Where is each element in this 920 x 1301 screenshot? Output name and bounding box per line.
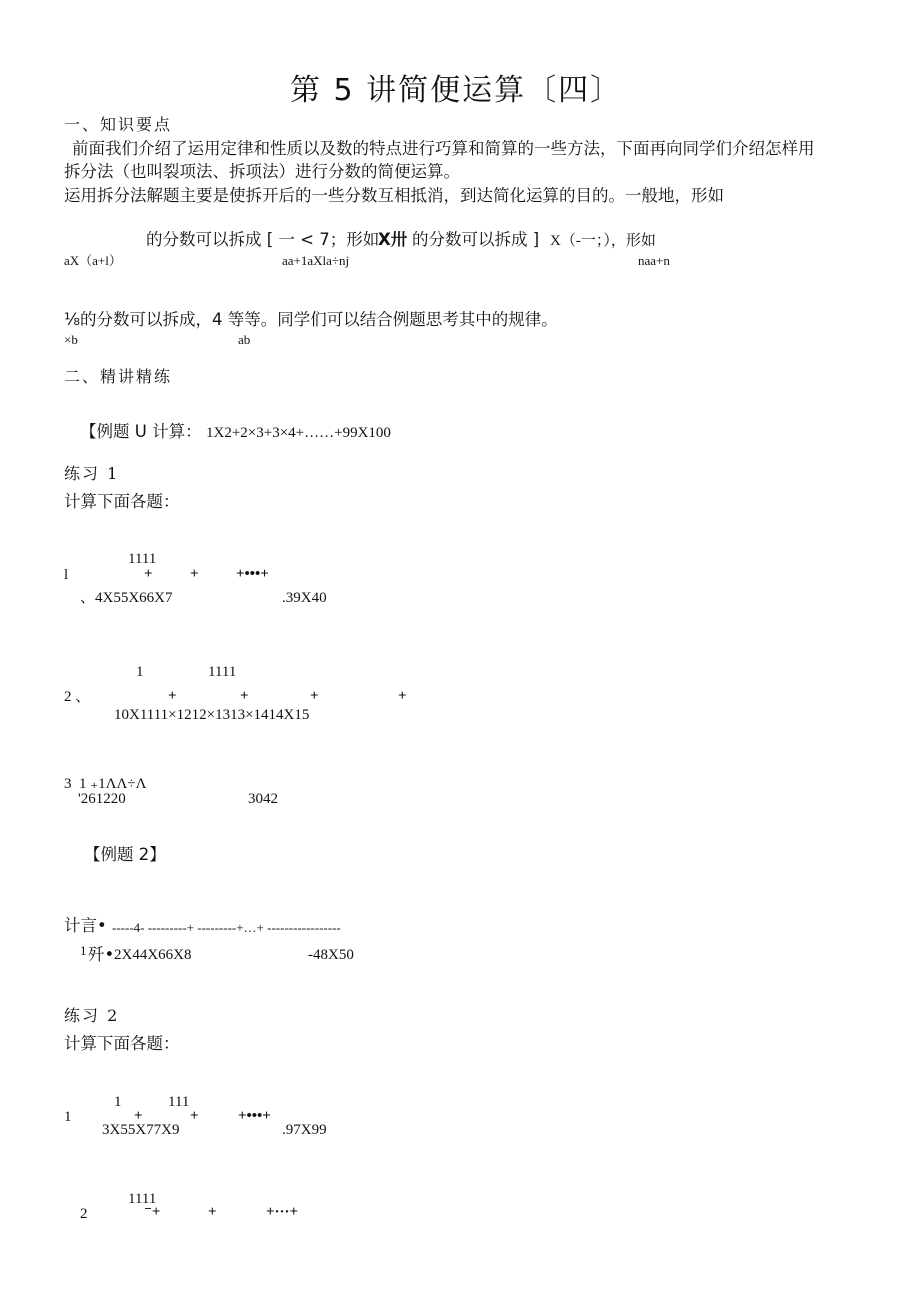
p1-q2-numerator-1: 1 <box>136 664 144 680</box>
example-2-fraction-bars: -----4- ---------+ ---------+…+ ----------------- <box>112 920 341 935</box>
formula-line-2-sub-a: ×b <box>64 332 78 347</box>
page-title: 第 5 讲简便运算〔四〕 <box>290 73 623 108</box>
p2-q2-number: 2 <box>80 1206 88 1222</box>
p1-q3-terms: 3 1 ₊1ΛΛ÷Λ <box>64 776 147 792</box>
formula-line-1: 的分数可以拆成 [ 一 < 7；形如 <box>146 230 380 249</box>
p1-q1-plus-1: + <box>144 566 153 582</box>
p1-q1-numerators: 1111 <box>128 551 157 567</box>
p1-q2-numerators: 1111 <box>208 664 237 680</box>
example-2-denominators: 2X44X66X8 <box>114 947 192 963</box>
p1-q2-denominators: 10X1111×1212×1313×1414X15 <box>114 707 310 723</box>
p1-q3-denominators-b: 3042 <box>248 791 278 807</box>
practice-2-label: 练习 2 <box>64 1006 120 1025</box>
p1-q3-denominators-a: '261220 <box>78 791 126 807</box>
section-heading-knowledge: 一、知识要点 <box>64 115 173 134</box>
p2-q1-last-denominator: .97X99 <box>282 1122 327 1138</box>
example-2-last-denominator: -48X50 <box>308 947 354 963</box>
example-2-prefix: 计言• <box>64 916 107 935</box>
p2-q1-numerators: 111 <box>168 1094 190 1110</box>
formula-line-1-expr: X（-一；），形如 <box>550 233 656 249</box>
practice-2-instruction: 计算下面各题： <box>64 1034 180 1053</box>
p1-q1-plus-2: + <box>190 566 199 582</box>
formula-line-1-symbol: X卅 <box>378 230 408 249</box>
p2-q1-plus-2: + <box>190 1108 199 1124</box>
p2-q1-denominators: 3X55X77X9 <box>102 1122 180 1138</box>
formula-line-2: ⅛的分数可以拆成，4 等等。同学们可以结合例题思考其中的规律。 <box>64 310 558 329</box>
p1-q2-plus-2: + <box>240 688 249 704</box>
formula-subscript-a: aX（a+l） <box>64 253 122 268</box>
p1-q1-last-denominator: .39X40 <box>282 590 327 606</box>
p1-q1-plus-3: +•••+ <box>236 566 269 582</box>
intro-paragraph-line-3: 运用拆分法解题主要是使拆开后的一些分数互相抵消，到达简化运算的目的。一般地，形如 <box>64 186 724 205</box>
formula-subscript-c: naa+n <box>638 253 670 268</box>
p2-q2-numerators: 1111 <box>128 1191 157 1207</box>
formula-subscript-b: aa+1aXla÷nj <box>282 253 350 268</box>
p1-q2-plus-1: + <box>168 688 177 704</box>
example-1-label: 【例题 U 计算： <box>80 422 202 441</box>
p2-q2-plus-1: ⁻+ <box>144 1204 161 1220</box>
p2-q1-numerator-1: 1 <box>114 1094 122 1110</box>
formula-line-1-tail: 的分数可以拆成 ] <box>412 230 540 249</box>
p2-q1-number: 1 <box>64 1109 72 1125</box>
section-heading-practice: 二、精讲精练 <box>64 367 173 386</box>
practice-1-label: 练习 1 <box>64 464 120 483</box>
p1-q2-plus-4: + <box>398 688 407 704</box>
intro-paragraph-line-1: 前面我们介绍了运用定律和性质以及数的特点进行巧算和简算的一些方法，下面再向同学们介绍怎样用 <box>72 139 815 158</box>
p1-q2-plus-3: + <box>310 688 319 704</box>
example-2-label: 【例题 2】 <box>84 845 166 864</box>
p1-q2-number: 2 、 <box>64 689 91 705</box>
p1-q1-number: l <box>64 567 69 583</box>
p2-q2-plus-2: + <box>208 1204 217 1220</box>
formula-line-2-sub-b: ab <box>238 332 251 347</box>
p2-q1-plus-3: +•••+ <box>238 1108 271 1124</box>
example-1-expression: 1X2+2×3+3×4+……+99X100 <box>206 425 391 441</box>
example-2-garbled-char: 歼• <box>88 945 115 964</box>
intro-paragraph-line-2: 拆分法（也叫裂项法、拆项法）进行分数的简便运算。 <box>64 162 460 181</box>
example-2-superscript: 1 <box>80 943 87 958</box>
p2-q2-plus-3: +···+ <box>266 1204 299 1220</box>
practice-1-instruction: 计算下面各题： <box>64 492 180 511</box>
p2-q1-plus-1: + <box>134 1108 143 1124</box>
p1-q1-denominators: 、4X55X66X7 <box>80 590 173 606</box>
